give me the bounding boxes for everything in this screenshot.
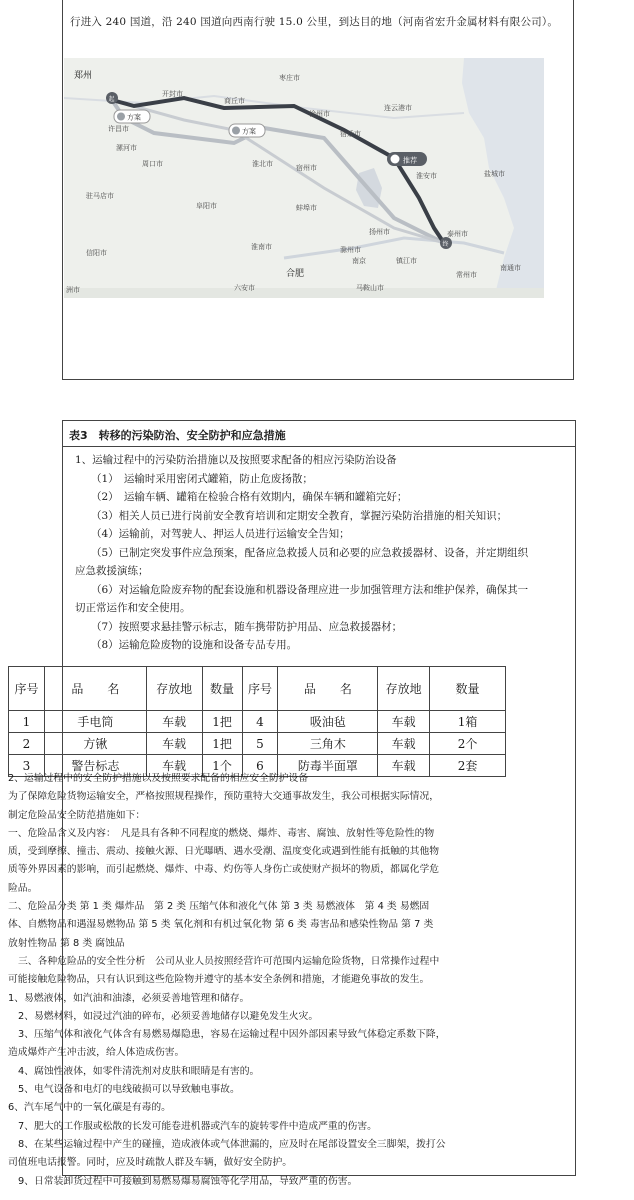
s2-line: 9、日常装卸货过程中可接触到易燃易爆易腐蚀等化学用品，导致严重的伤害。 xyxy=(18,1175,358,1187)
route-map xyxy=(64,58,544,298)
end-marker xyxy=(440,237,452,249)
cell: 1 xyxy=(9,711,45,733)
city-label: 枣庄市 xyxy=(279,74,300,82)
safety-measures xyxy=(4,770,512,1191)
city-label: 扬州市 xyxy=(369,228,390,236)
s2-line: 制定危险品安全防范措施如下： xyxy=(8,809,146,821)
s2-line: 4、腐蚀性液体，如零件清洗剂对皮肤和眼睛是有害的。 xyxy=(18,1065,260,1077)
river-yangtze xyxy=(284,238,504,258)
map-bottom xyxy=(64,288,544,298)
recommend-chip-label: 推荐 xyxy=(403,156,417,165)
measure-item-5-cont: 应急救援演练； xyxy=(75,565,149,577)
header-qty-1: 数量 xyxy=(202,667,242,711)
map-canvas xyxy=(64,58,544,298)
recommended-route xyxy=(112,98,444,243)
city-label: 盐城市 xyxy=(484,170,505,178)
city-label: 开封市 xyxy=(162,90,183,98)
cell: 手电筒 xyxy=(44,711,146,733)
city-label: 合肥 xyxy=(286,269,305,279)
s2-line: 质等外界因素的影响，而引起燃烧、爆炸、中毒、灼伤等人身伤亡或使财产损坏的物质，都属化学危 xyxy=(8,864,440,876)
s2-line: 司值班电话报警。同时，应及时疏散人群及车辆，做好安全防护。 xyxy=(8,1157,293,1169)
cell: 方锹 xyxy=(44,733,146,755)
s2-line: 1、易燃液体，如汽油和油漆，必须妥善地管理和储存。 xyxy=(8,992,250,1004)
table-title: 表3 转移的污染防治、安全防护和应急措施 xyxy=(63,421,575,447)
header-place-2: 存放地 xyxy=(378,667,430,711)
equipment-header-row xyxy=(9,667,506,711)
cell: 车载 xyxy=(146,711,202,733)
cell: 2个 xyxy=(430,733,506,755)
header-no-2: 序号 xyxy=(242,667,278,711)
city-label: 徐州市 xyxy=(309,110,330,118)
city-label: 郑州 xyxy=(74,71,93,81)
start-marker-label: 起 xyxy=(108,96,115,103)
alt-chip-1-label: 方案 xyxy=(127,113,141,122)
cell: 2套 xyxy=(430,755,506,777)
cell: 车载 xyxy=(378,733,430,755)
cell: 4 xyxy=(242,711,278,733)
cell: 车载 xyxy=(378,711,430,733)
s2-line: 质，受到摩擦、撞击、震动、接触火源、日光曝晒、遇水受潮、温度变化或遇到性能有抵触的其他物 xyxy=(8,846,440,858)
measure-item-3: （3）相关人员已进行岗前安全教育培训和定期安全教育，掌握污染防治措施的相关知识； xyxy=(91,509,508,522)
header-name-1: 品 名 xyxy=(44,667,146,711)
s2-line: 三、各种危险品的安全性分析 公司从业人员按照经营许可范围内运输危险货物，日常操作过程中 xyxy=(18,955,440,967)
city-label: 洲市 xyxy=(66,286,80,294)
s2-line: 体、自燃物品和遇湿易燃物品 第 5 类 氧化剂和有机过氧化物 第 6 类 毒害品和感染性物品 第 7 类 xyxy=(8,919,434,931)
cell: 防毒半面罩 xyxy=(278,755,378,777)
header-qty-2: 数量 xyxy=(430,667,506,711)
alt-route-2 xyxy=(112,100,444,243)
equipment-table xyxy=(8,666,506,777)
city-label: 阜阳市 xyxy=(196,202,217,210)
cell: 6 xyxy=(242,755,278,777)
cell: 三角木 xyxy=(278,733,378,755)
measure-item-1: （1） 运输时采用密闭式罐箱，防止危废扬散； xyxy=(91,472,313,485)
start-marker xyxy=(106,92,118,104)
header-place-1: 存放地 xyxy=(146,667,202,711)
s2-line: 为了保障危险货物运输安全，严格按照规程操作，预防重特大交通事故发生，我公司根据实际情况， xyxy=(8,791,440,803)
cell: 1个 xyxy=(202,755,242,777)
city-label: 镇江市 xyxy=(396,257,417,265)
city-label: 许昌市 xyxy=(108,125,129,133)
recommend-chip xyxy=(387,152,427,166)
table-row xyxy=(9,733,506,755)
cell: 警告标志 xyxy=(44,755,146,777)
cell: 吸油毡 xyxy=(278,711,378,733)
header-no-1: 序号 xyxy=(9,667,45,711)
city-label: 宿迁市 xyxy=(340,130,361,138)
measure-item-6: （6）对运输危险废弃物的配套设施和机器设备理应进一步加强管理方法和维护保养，确保其一 xyxy=(91,583,529,596)
measure-item-6-cont: 切正常运作和安全使用。 xyxy=(75,602,191,614)
s2-line: 造成爆炸产生冲击波，给人体造成伤害。 xyxy=(8,1047,185,1059)
s2-line: 2、易燃材料，如浸过汽油的碎布，必须妥善地储存以避免发生火灾。 xyxy=(18,1010,319,1022)
cell: 车载 xyxy=(146,733,202,755)
measure-item-2: （2） 运输车辆、罐箱在检验合格有效期内，确保车辆和罐箱完好； xyxy=(91,491,408,503)
city-label: 连云港市 xyxy=(384,104,412,112)
end-marker-label: 终 xyxy=(442,241,449,248)
s2-line: 3、压缩气体和液化气体含有易燃易爆隐患，容易在运输过程中因外部因素导致气体稳定系数下降， xyxy=(18,1029,446,1041)
sea-area xyxy=(462,58,544,298)
city-label: 淮安市 xyxy=(416,172,437,180)
city-label: 常州市 xyxy=(456,271,477,279)
alt-chip-2 xyxy=(229,124,265,137)
section1-heading: 1、运输过程中的污染防治措施以及按照要求配备的相应污染防治设备 xyxy=(75,454,397,466)
city-label: 漯河市 xyxy=(116,144,137,152)
s2-line: 6、汽车尾气中的一氧化碳是有毒的。 xyxy=(8,1102,171,1114)
alt-chip-2-label: 方案 xyxy=(242,127,256,136)
city-label: 南京 xyxy=(352,257,366,265)
cell: 1把 xyxy=(202,733,242,755)
cell: 车载 xyxy=(146,755,202,777)
cell: 3 xyxy=(9,755,45,777)
measure-item-7: （7）按照要求悬挂警示标志，随车携带防护用品、应急救援器材； xyxy=(91,620,403,633)
alt-chip-1 xyxy=(114,110,150,123)
city-label: 商丘市 xyxy=(224,97,245,105)
city-label: 蚌埠市 xyxy=(296,204,317,212)
cell: 5 xyxy=(242,733,278,755)
s2-line: 险品。 xyxy=(8,882,38,894)
measure-item-5: （5）已制定突发事件应急预案，配备应急救援人员和必要的应急救援器材、设备，并定期组织 xyxy=(91,546,529,559)
s2-line: 二、危险品分类 第 1 类 爆炸品 第 2 类 压缩气体和液化气体 第 3 类 易燃液体 第 4 类 易燃固 xyxy=(8,901,430,913)
s2-line: 2、运输过程中的安全防护措施以及按照要求配备的相应安全防护设备 xyxy=(8,773,309,784)
route-description: 行进入 240 国道，沿 240 国道向西南行驶 15.0 公里，到达目的地（河南省宏升金属材料有限公司）。 xyxy=(70,16,559,28)
s2-line: 5、电气设备和电灯的电线破损可以导致触电事故。 xyxy=(18,1084,240,1096)
city-label: 南通市 xyxy=(500,264,521,272)
city-label: 淮南市 xyxy=(251,243,272,251)
s2-line: 8、在某些运输过程中产生的碰撞，造成液体或气体泄漏的，应及时在尾部设置安全三脚架，拨打公 xyxy=(18,1138,446,1150)
measure-item-8: （8）运输危险废物的设施和设备专品专用。 xyxy=(91,639,298,651)
s2-line: 7、肥大的工作服或松散的长发可能卷进机器或汽车的旋转零件中造成严重的伤害。 xyxy=(18,1120,377,1132)
cell: 1箱 xyxy=(430,711,506,733)
cell: 车载 xyxy=(378,755,430,777)
cell: 2 xyxy=(9,733,45,755)
city-label: 驻马店市 xyxy=(86,192,114,200)
city-label: 信阳市 xyxy=(86,249,107,257)
s2-line: 可能接触危险物品，只有认识到这些危险物并遵守的基本安全条例和措施，才能避免事故的发生。 xyxy=(8,974,430,986)
city-label: 淮北市 xyxy=(252,160,273,168)
city-label: 六安市 xyxy=(234,284,255,292)
cell: 1把 xyxy=(202,711,242,733)
table-row xyxy=(9,711,506,733)
s2-line: 一、危险品含义及内容： 凡是具有各种不同程度的燃烧、爆炸、毒害、腐蚀、放射性等危险性的物 xyxy=(8,827,435,839)
city-label: 泰州市 xyxy=(447,230,468,238)
alt-route-1 xyxy=(112,100,444,243)
city-label: 宿州市 xyxy=(296,164,317,172)
pollution-measures xyxy=(71,451,571,655)
city-label: 马鞍山市 xyxy=(356,284,384,292)
city-label: 周口市 xyxy=(142,160,163,168)
city-label: 滁州市 xyxy=(340,246,361,254)
measure-item-4: （4）运输前，对驾驶人、押运人员进行运输安全告知； xyxy=(91,528,350,540)
s2-line: 放射性物品 第 8 类 腐蚀品 xyxy=(8,937,125,949)
header-name-2: 品 名 xyxy=(278,667,378,711)
